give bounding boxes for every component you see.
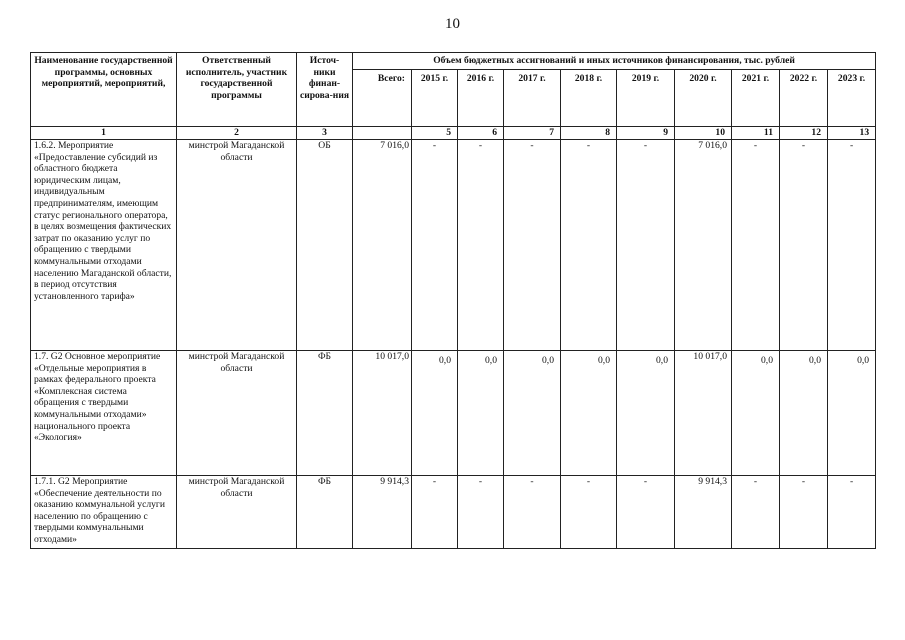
column-number: 3 [297, 127, 353, 140]
row-year-value: 0,0 [504, 351, 561, 476]
header-executor: Ответственный исполнитель, участник государственной программы [177, 53, 297, 127]
row-year-value: 0,0 [561, 351, 617, 476]
column-number: 2 [177, 127, 297, 140]
row-year-value: 0,0 [458, 351, 504, 476]
header-year: 2022 г. [780, 70, 828, 127]
header-row [31, 53, 876, 70]
header-year: 2019 г. [617, 70, 675, 127]
row-year-value: - [561, 476, 617, 549]
row-year-value: - [412, 476, 458, 549]
column-number: 10 [675, 127, 732, 140]
row-name: 1.7. G2 Основное мероприятие «Отдельные мероприятия в рамках федерального проекта «Комплексная система обращения с твердыми коммунальными отходами» национального проекта «Экология» [31, 351, 177, 476]
row-year-value: 7 016,0 [675, 140, 732, 351]
row-year-value: - [617, 476, 675, 549]
column-number: 6 [458, 127, 504, 140]
row-year-value: - [732, 140, 780, 351]
row-total: 10 017,0 [353, 351, 412, 476]
row-year-value: - [412, 140, 458, 351]
header-volume: Объем бюджетных ассигнований и иных источников финансирования, тыс. рублей [353, 53, 876, 70]
header-year: 2017 г. [504, 70, 561, 127]
table-row [31, 351, 876, 476]
column-number-row [31, 127, 876, 140]
column-number [353, 127, 412, 140]
header-source: Источ-ники финан-сирова-ния [297, 53, 353, 127]
row-total: 9 914,3 [353, 476, 412, 549]
row-year-value: - [780, 476, 828, 549]
header-year: 2018 г. [561, 70, 617, 127]
row-year-value: - [780, 140, 828, 351]
row-source: ФБ [297, 476, 353, 549]
column-number: 5 [412, 127, 458, 140]
row-year-value: - [828, 140, 876, 351]
row-executor: минстрой Магаданской области [177, 351, 297, 476]
column-number: 9 [617, 127, 675, 140]
row-year-value: - [458, 476, 504, 549]
column-number: 7 [504, 127, 561, 140]
header-year: 2020 г. [675, 70, 732, 127]
header-total: Всего: [353, 70, 412, 127]
row-year-value: - [561, 140, 617, 351]
row-year-value: 0,0 [617, 351, 675, 476]
row-year-value: 0,0 [412, 351, 458, 476]
header-name: Наименование государственной программы, основных мероприятий, мероприятий, [31, 53, 177, 127]
budget-table [30, 52, 876, 549]
row-year-value: - [504, 476, 561, 549]
column-number: 8 [561, 127, 617, 140]
column-number: 12 [780, 127, 828, 140]
row-executor: минстрой Магаданской области [177, 140, 297, 351]
row-year-value: 9 914,3 [675, 476, 732, 549]
row-year-value: - [828, 476, 876, 549]
row-year-value: 0,0 [732, 351, 780, 476]
row-year-value: 0,0 [828, 351, 876, 476]
row-year-value: - [617, 140, 675, 351]
column-number: 11 [732, 127, 780, 140]
row-source: ФБ [297, 351, 353, 476]
row-name: 1.6.2. Мероприятие «Предоставление субсидий из областного бюджета юридическим лицам, индивидуальным предпринимателям, имеющим статус регионального оператора, в целях возмещения фактических затрат по оказанию услуг по обращению с твердыми коммунальными отходами населению Магаданской области, в период отсутствия установленного тарифа» [31, 140, 177, 351]
row-year-value: - [732, 476, 780, 549]
header-year: 2023 г. [828, 70, 876, 127]
row-year-value: 0,0 [780, 351, 828, 476]
row-executor: минстрой Магаданской области [177, 476, 297, 549]
column-number: 13 [828, 127, 876, 140]
header-year: 2021 г. [732, 70, 780, 127]
row-total: 7 016,0 [353, 140, 412, 351]
row-source: ОБ [297, 140, 353, 351]
row-name: 1.7.1. G2 Мероприятие «Обеспечение деятельности по оказанию коммунальной услуги населению по обращению с твердыми коммунальными отходами» [31, 476, 177, 549]
table-row [31, 140, 876, 351]
table-row [31, 476, 876, 549]
header-year: 2016 г. [458, 70, 504, 127]
row-year-value: 10 017,0 [675, 351, 732, 476]
row-year-value: - [458, 140, 504, 351]
header-year: 2015 г. [412, 70, 458, 127]
column-number: 1 [31, 127, 177, 140]
page-number: 10 [445, 16, 460, 32]
row-year-value: - [504, 140, 561, 351]
